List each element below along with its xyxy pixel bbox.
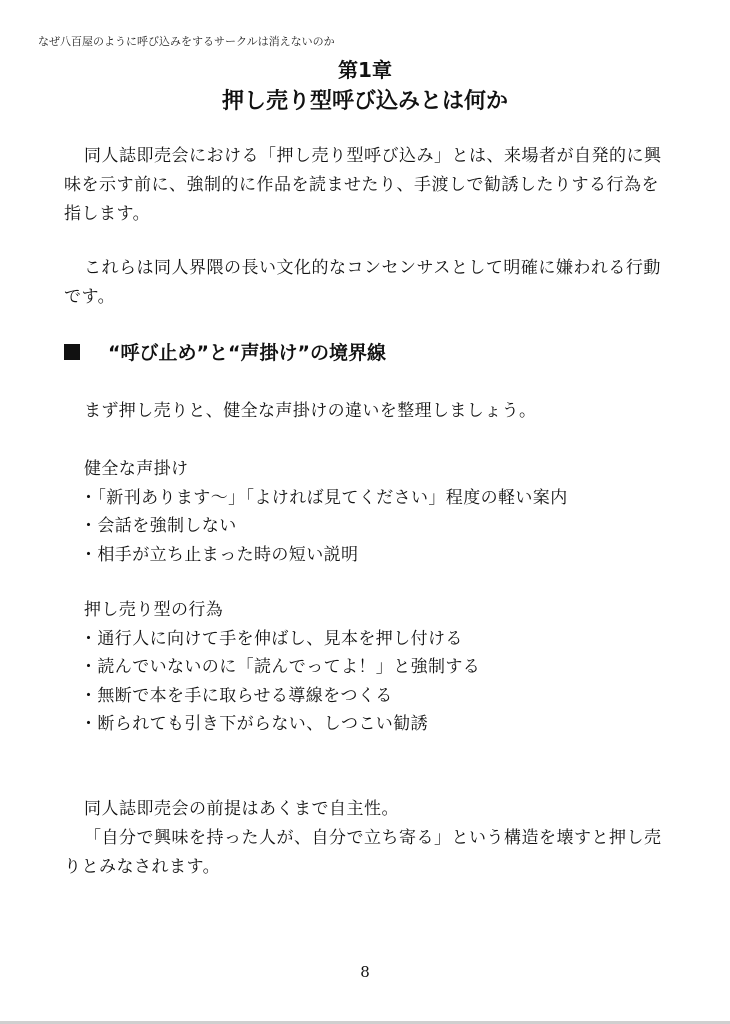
good-practice-list [64,455,684,569]
list-item: ・断られても引き下がらない、しつこい勧誘 [80,714,428,734]
list-item: ・「新刊あります～」「よければ見てください」程度の軽い案内 [80,487,568,508]
square-bullet-icon [64,344,80,360]
paragraph-consensus: これらは同人界隈の長い文化的なコンセンサスとして明確に嫌われる行動です。 [64,258,661,307]
closing-paragraph [64,795,666,882]
closing-line-1: 同人誌即売会の前提はあくまで自主性。 [84,799,399,819]
closing-line-2: 「自分で興味を持った人が、自分で立ち寄る」という構造を壊すと押し売りとみなされます。 [64,828,662,877]
good-practice-label: 健全な声掛け [84,459,189,479]
chapter-title: 押し売り型呼び込みとは何か [221,89,508,114]
pushy-practice-label: 押し売り型の行為 [84,600,224,620]
page-number: 8 [360,963,370,981]
list-item: ・読んでいないのに「読んでってよ！」と強制する [80,657,481,677]
chapter-number: 第1章 [338,58,392,82]
list-item: ・会話を強制しない [80,516,237,536]
list-item: ・通行人に向けて手を伸ばし、見本を押し付ける [80,628,463,649]
list-item: ・相手が立ち止まった時の短い説明 [80,544,359,565]
running-header: なぜ八百屋のように呼び込みをするサークルは消えないのか [38,35,335,48]
list-item: ・無断で本を手に取らせる導線をつくる [80,685,393,706]
pushy-practice-list [64,596,684,739]
paragraph-definition: 同人誌即売会における「押し売り型呼び込み」とは、来場者が自発的に興味を示す前に、強制的に作品を読ませたり、手渡しで勧誘したりする行為を指します。 [64,146,662,224]
section-heading [64,338,386,365]
section-intro: まず押し売りと、健全な声掛けの違いを整理しましょう。 [84,401,537,421]
section-heading-text: “呼び止め”と“声掛け”の境界線 [108,342,386,364]
